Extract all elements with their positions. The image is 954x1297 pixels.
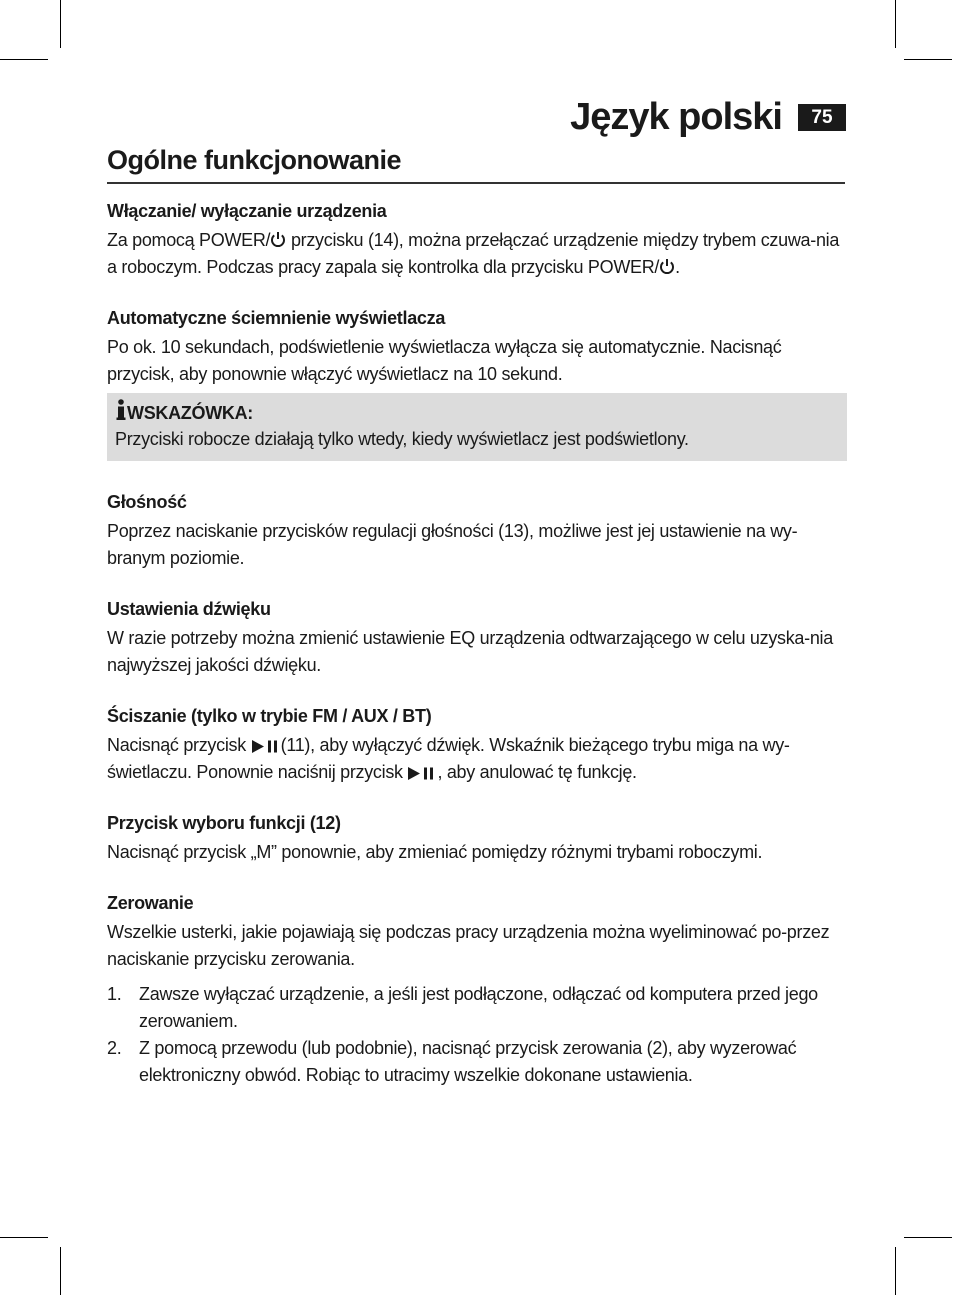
play-pause-icon <box>407 767 437 780</box>
sound-section <box>107 596 847 679</box>
reset-text: Wszelkie usterki, jakie pojawiają się podczas pracy urządzenia można wyeliminować po-przez naciskanie przycisku zerowania. <box>107 922 830 969</box>
reset-section <box>107 890 847 1089</box>
volume-heading: Głośność <box>107 492 187 512</box>
mute-heading: Ściszanie (tylko w trybie FM / AUX / BT) <box>107 706 432 726</box>
crop-mark <box>895 1247 896 1295</box>
function-text: Nacisnąć przycisk „M” ponownie, aby zmieniać pomiędzy różnymi trybami roboczymi. <box>107 842 763 862</box>
power-section <box>107 198 847 281</box>
function-heading: Przycisk wyboru funkcji (12) <box>107 813 341 833</box>
crop-mark <box>904 1237 952 1238</box>
crop-mark <box>0 1237 48 1238</box>
power-text-a: Za pomocą POWER/ <box>107 230 271 250</box>
crop-mark <box>895 0 896 48</box>
sound-text: W razie potrzeby można zmienić ustawienie EQ urządzenia odtwarzającego w celu uzyska-nia najwyższej jakości dźwięku. <box>107 628 833 675</box>
mute-text <box>107 732 847 786</box>
mute-section <box>107 703 847 786</box>
power-text-b: przycisku (14), można przełączać urządzenie między trybem czuwa-nia a roboczym. Podczas pracy zapala się kontrolka dla przycisku POWER/ <box>107 230 840 277</box>
function-section <box>107 810 847 866</box>
play-pause-icon <box>251 740 281 753</box>
volume-section <box>107 489 847 572</box>
crop-mark <box>904 59 952 60</box>
note-label: WSKAZÓWKA: <box>127 403 253 423</box>
reset-steps <box>107 981 847 1089</box>
dimming-section <box>107 305 847 461</box>
reset-heading: Zerowanie <box>107 893 194 913</box>
page-number: 75 <box>798 104 846 131</box>
crop-mark <box>60 1247 61 1295</box>
step-number: 2. <box>107 1038 122 1058</box>
mute-text-b: (11), aby wyłączyć dźwięk. Wskaźnik bieżącego trybu miga na wy-świetlaczu. Ponownie naciśnij przycisk <box>107 735 790 782</box>
dimming-heading: Automatyczne ściemnienie wyświetlacza <box>107 308 446 328</box>
step-text: Zawsze wyłączać urządzenie, a jeśli jest podłączone, odłączać od komputera przed jego zerowaniem. <box>139 984 818 1031</box>
note-box <box>107 393 847 461</box>
volume-text: Poprzez naciskanie przycisków regulacji głośności (13), możliwe jest jej ustawienie na wy-branym poziomie. <box>107 521 798 568</box>
power-heading: Włączanie/ wyłączanie urządzenia <box>107 201 387 221</box>
power-text <box>107 227 847 281</box>
step-number: 1. <box>107 984 122 1004</box>
crop-mark <box>0 59 48 60</box>
info-icon <box>115 399 127 421</box>
crop-mark <box>60 0 61 48</box>
note-header <box>115 399 839 426</box>
list-item <box>107 1035 847 1089</box>
list-item <box>107 981 847 1035</box>
note-text: Przyciski robocze działają tylko wtedy, kiedy wyświetlacz jest podświetlony. <box>115 429 689 449</box>
power-icon <box>659 258 675 275</box>
power-text-c: . <box>675 257 680 277</box>
dimming-text: Po ok. 10 sekundach, podświetlenie wyświetlacza wyłącza się automatycznie. Nacisnąć przycisk, aby ponownie włączyć wyświetlacz na 10 sekund. <box>107 337 782 384</box>
section-title: Ogólne funkcjonowanie <box>107 145 845 184</box>
content <box>107 198 847 1113</box>
sound-heading: Ustawienia dźwięku <box>107 599 271 619</box>
mute-text-a: Nacisnąć przycisk <box>107 735 251 755</box>
step-text: Z pomocą przewodu (lub podobnie), nacisnąć przycisk zerowania (2), aby wyzerować elektroniczny obwód. Robiąc to utracimy wszelkie dokonane ustawienia. <box>139 1038 797 1085</box>
language-title: Język polski <box>570 96 782 138</box>
mute-text-c: , aby anulować tę funkcję. <box>437 762 637 782</box>
power-icon <box>270 231 286 248</box>
